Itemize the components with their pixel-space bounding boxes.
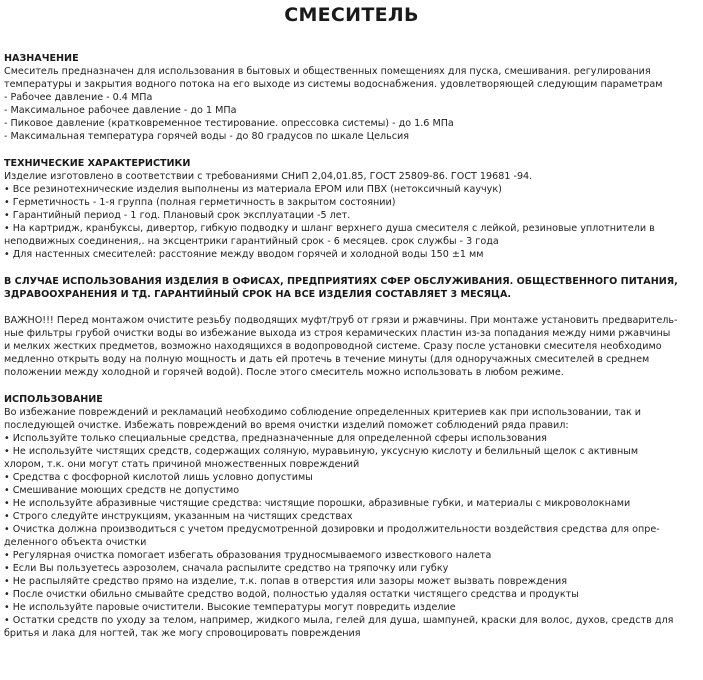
spacer — [4, 301, 699, 314]
purpose-line: - Пиковое давление (кратковременное тестирование. опрессовка системы) - до 1.6 МПа — [4, 118, 454, 129]
important-line: ные фильтры грубой очистки воды во избежание выхода из строя керамических пластин из-за попадания между ними ржавчины — [4, 328, 671, 339]
usage-line: • Средства с фосфорной кислотой лишь условно допустимы — [4, 472, 313, 483]
purpose-line: температуры и закрытия водного потока на его выходе из системы водоснабжения. удовлетворяющей следующим параметрам — [4, 79, 663, 90]
important-line: положении между холодной и горячей водой). После этого смеситель можно использовать в любом режиме. — [4, 367, 564, 378]
important-section — [4, 314, 699, 379]
purpose-line: - Максимальная температура горячей воды - до 80 градусов по шкале Цельсия — [4, 131, 410, 142]
specs-line: • Для настенных смесителей: расстояние между вводом горячей и холодной воды 150 ±1 мм — [4, 249, 484, 260]
document-title: СМЕСИТЕЛЬ — [284, 4, 419, 26]
purpose-line: - Рабочее давление - 0.4 МПа — [4, 92, 153, 103]
specs-line: Изделие изготовлено в соответствии с требованиями СНиП 2,04,01.85, ГОСТ 25809-86. ГОСТ 19681 -94. — [4, 171, 533, 182]
specs-line: • Гарантийный период - 1 год. Плановый срок эксплуатации -5 лет. — [4, 210, 351, 221]
usage-line: хлором, т.к. они могут стать причиной множественных повреждений — [4, 459, 360, 470]
usage-line: последующей очистке. Избежать повреждений во время очистки изделий поможет соблюдений ряда правил: — [4, 420, 569, 431]
usage-line: • Не используйте чистящих средств, содержащих соляную, муравьиную, уксусную кислоту и белильный щелок с активным — [4, 446, 639, 457]
specs-line: • Все резинотехнические изделия выполнены из материала ЕРОМ или ПВХ (нетоксичный каучук) — [4, 184, 502, 195]
important-line: и мелких жестких предметов, возможно находящихся в водопроводной системе. Сразу после установки смесителя необходимо — [4, 341, 662, 352]
usage-line: Во избежание повреждений и рекламаций необходимо соблюдение определенных критериев как при использовании, так и — [4, 407, 642, 418]
important-line: ВАЖНО!!! Перед монтажом очистите резьбу подводящих муфт/труб от грязи и ржавчины. При монтаже установить предваритель- — [4, 315, 678, 326]
usage-line: • Используйте только специальные средства, предназначенные для определенной сферы использования — [4, 433, 547, 444]
usage-line: • Очистка должна производиться с учетом предусмотренной дозировки и продолжительности воздействия средства для опре- — [4, 524, 660, 535]
important-line: медленно открыть воду на полную мощность и дать ей протечь в течение минуты (для одноручажных смесителей в среднем — [4, 354, 650, 365]
usage-line: • После очистки обильно смывайте средство водой, полностью удаляя остатки чистящего средства и продукты — [4, 589, 579, 600]
office-warning-line: В СЛУЧАЕ ИСПОЛЬЗОВАНИЯ ИЗДЕЛИЯ В ОФИСАХ, ПРЕДПРИЯТИЯХ СФЕР ОБСЛУЖИВАНИЯ. ОБЩЕСТВЕННОГО ПИТАНИЯ, — [4, 276, 678, 287]
usage-line: • Строго следуйте инструкциям, указанным на чистящих средствах — [4, 511, 353, 522]
spacer — [4, 379, 699, 393]
office-warning-section — [4, 275, 699, 301]
specs-heading: ТЕХНИЧЕСКИЕ ХАРАКТЕРИСТИКИ — [4, 158, 191, 169]
specs-line: • Герметичность - 1-я группа (полная герметичность в закрытом состоянии) — [4, 197, 396, 208]
specs-line: • На картридж, кранбуксы, дивертор, гибкую подводку и шланг верхнего душа смесителя с лейкой, резиновые уплотнители в — [4, 223, 655, 234]
usage-line: деленного объекта очистки — [4, 537, 147, 548]
purpose-line: Смеситель предназначен для использования в бытовых и общественных помещениях для пуска, смешивания. регулирования — [4, 66, 651, 77]
purpose-line: - Максимальное рабочее давление - до 1 МПа — [4, 105, 237, 116]
usage-line: • Если Вы пользуетесь аэрозолем, сначала распылите средство на тряпочку или губку — [4, 563, 449, 574]
usage-line: • Регулярная очистка помогает избегать образования трудносмываемого известкового налета — [4, 550, 492, 561]
document-page — [4, 0, 699, 680]
purpose-heading: НАЗНАЧЕНИЕ — [4, 53, 79, 64]
spacer — [4, 261, 699, 275]
usage-line: • Смешивание моющих средств не допустимо — [4, 485, 240, 496]
usage-line: • Не используйте абразивные чистящие средства: чистящие порошки, абразивные губки, и материалы с микроволокнами — [4, 498, 631, 509]
usage-line: бритья и лака для ногтей, так же могу спровоцировать повреждения — [4, 628, 361, 639]
specs-section — [4, 157, 699, 261]
specs-line: неподвижных соединения,. на эксцентрики гарантийный срок - 6 месяцев. срок службы - 3 года — [4, 236, 499, 247]
spacer — [4, 143, 699, 157]
usage-heading: ИСПОЛЬЗОВАНИЕ — [4, 394, 103, 405]
spacer — [4, 27, 699, 52]
usage-line: • Не используйте паровые очистители. Высокие температуры могут повредить изделие — [4, 602, 456, 613]
purpose-section — [4, 52, 699, 143]
usage-line: • Не распыляйте средство прямо на изделие, т.к. попав в отверстия или зазоры может вызвать повреждения — [4, 576, 567, 587]
office-warning-line: ЗДРАВООХРАНЕНИЯ И ТД. ГАРАНТИЙНЫЙ СРОК НА ВСЕ ИЗДЕЛИЯ СОСТАВЛЯЕТ 3 МЕСЯЦА. — [4, 289, 512, 300]
usage-line: • Остатки средств по уходу за телом, например, жидкого мыла, гелей для душа, шампуней, краски для волос, духов, средств для — [4, 615, 674, 626]
usage-section — [4, 393, 699, 640]
